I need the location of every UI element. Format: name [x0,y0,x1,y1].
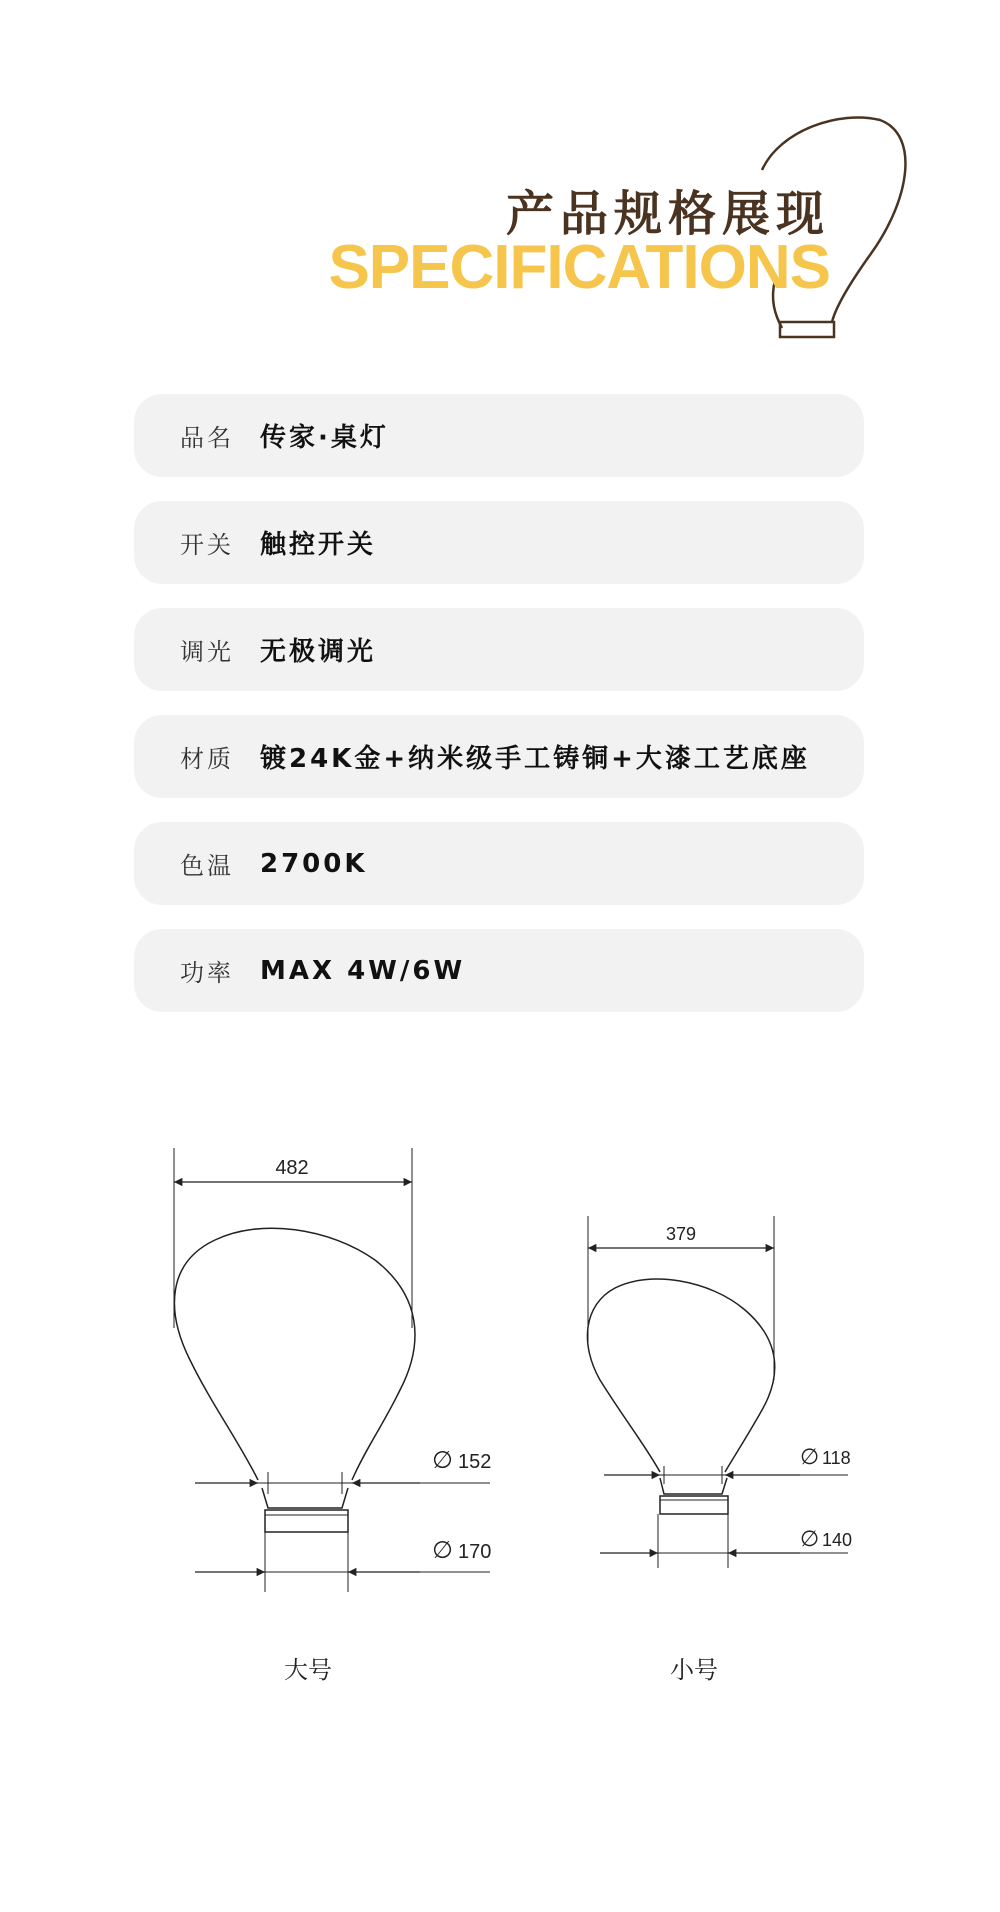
spec-row-switch [134,501,864,584]
spec-row-power [134,929,864,1012]
spec-row-material [134,715,864,798]
spec-row-name [134,394,864,477]
spec-label: 品名 [180,424,234,452]
large-base-label: 170 [458,1541,492,1563]
spec-value: 镀24K金+纳米级手工铸铜+大漆工艺底座 [260,744,810,774]
large-lamp-drawing [174,1148,491,1684]
small-neck-label: 118 [822,1448,851,1468]
spec-label: 开关 [180,531,234,559]
dimension-diagram [0,1120,1000,1720]
spec-value: 2700K [260,848,368,879]
spec-row-dimming [134,608,864,691]
spec-label: 功率 [180,959,234,987]
spec-label: 材质 [180,745,234,773]
spec-value: 触控开关 [260,530,377,560]
large-size-label: 大号 [284,1656,332,1684]
spec-list [134,394,864,1036]
large-neck-label: 152 [458,1451,492,1473]
page-title-en: SPECIFICATIONS [328,233,830,302]
small-lamp-drawing [587,1216,852,1684]
diameter-icon: ∅ [800,1444,820,1469]
spec-value: 传家·桌灯 [260,423,389,453]
header-section [0,0,1000,360]
page-title-cn: 产品规格展现 [505,186,830,242]
diameter-icon: ∅ [432,1447,453,1474]
small-size-label: 小号 [670,1656,718,1684]
spec-value: MAX 4W/6W [260,955,466,986]
diameter-icon: ∅ [800,1526,820,1551]
spec-label: 调光 [180,638,234,666]
large-width-label: 482 [275,1157,309,1179]
small-width-label: 379 [665,1224,697,1244]
spec-label: 色温 [180,852,234,880]
small-base-label: 140 [822,1530,853,1550]
spec-value: 无极调光 [260,637,377,667]
diameter-icon: ∅ [432,1537,453,1564]
spec-row-color-temp [134,822,864,905]
